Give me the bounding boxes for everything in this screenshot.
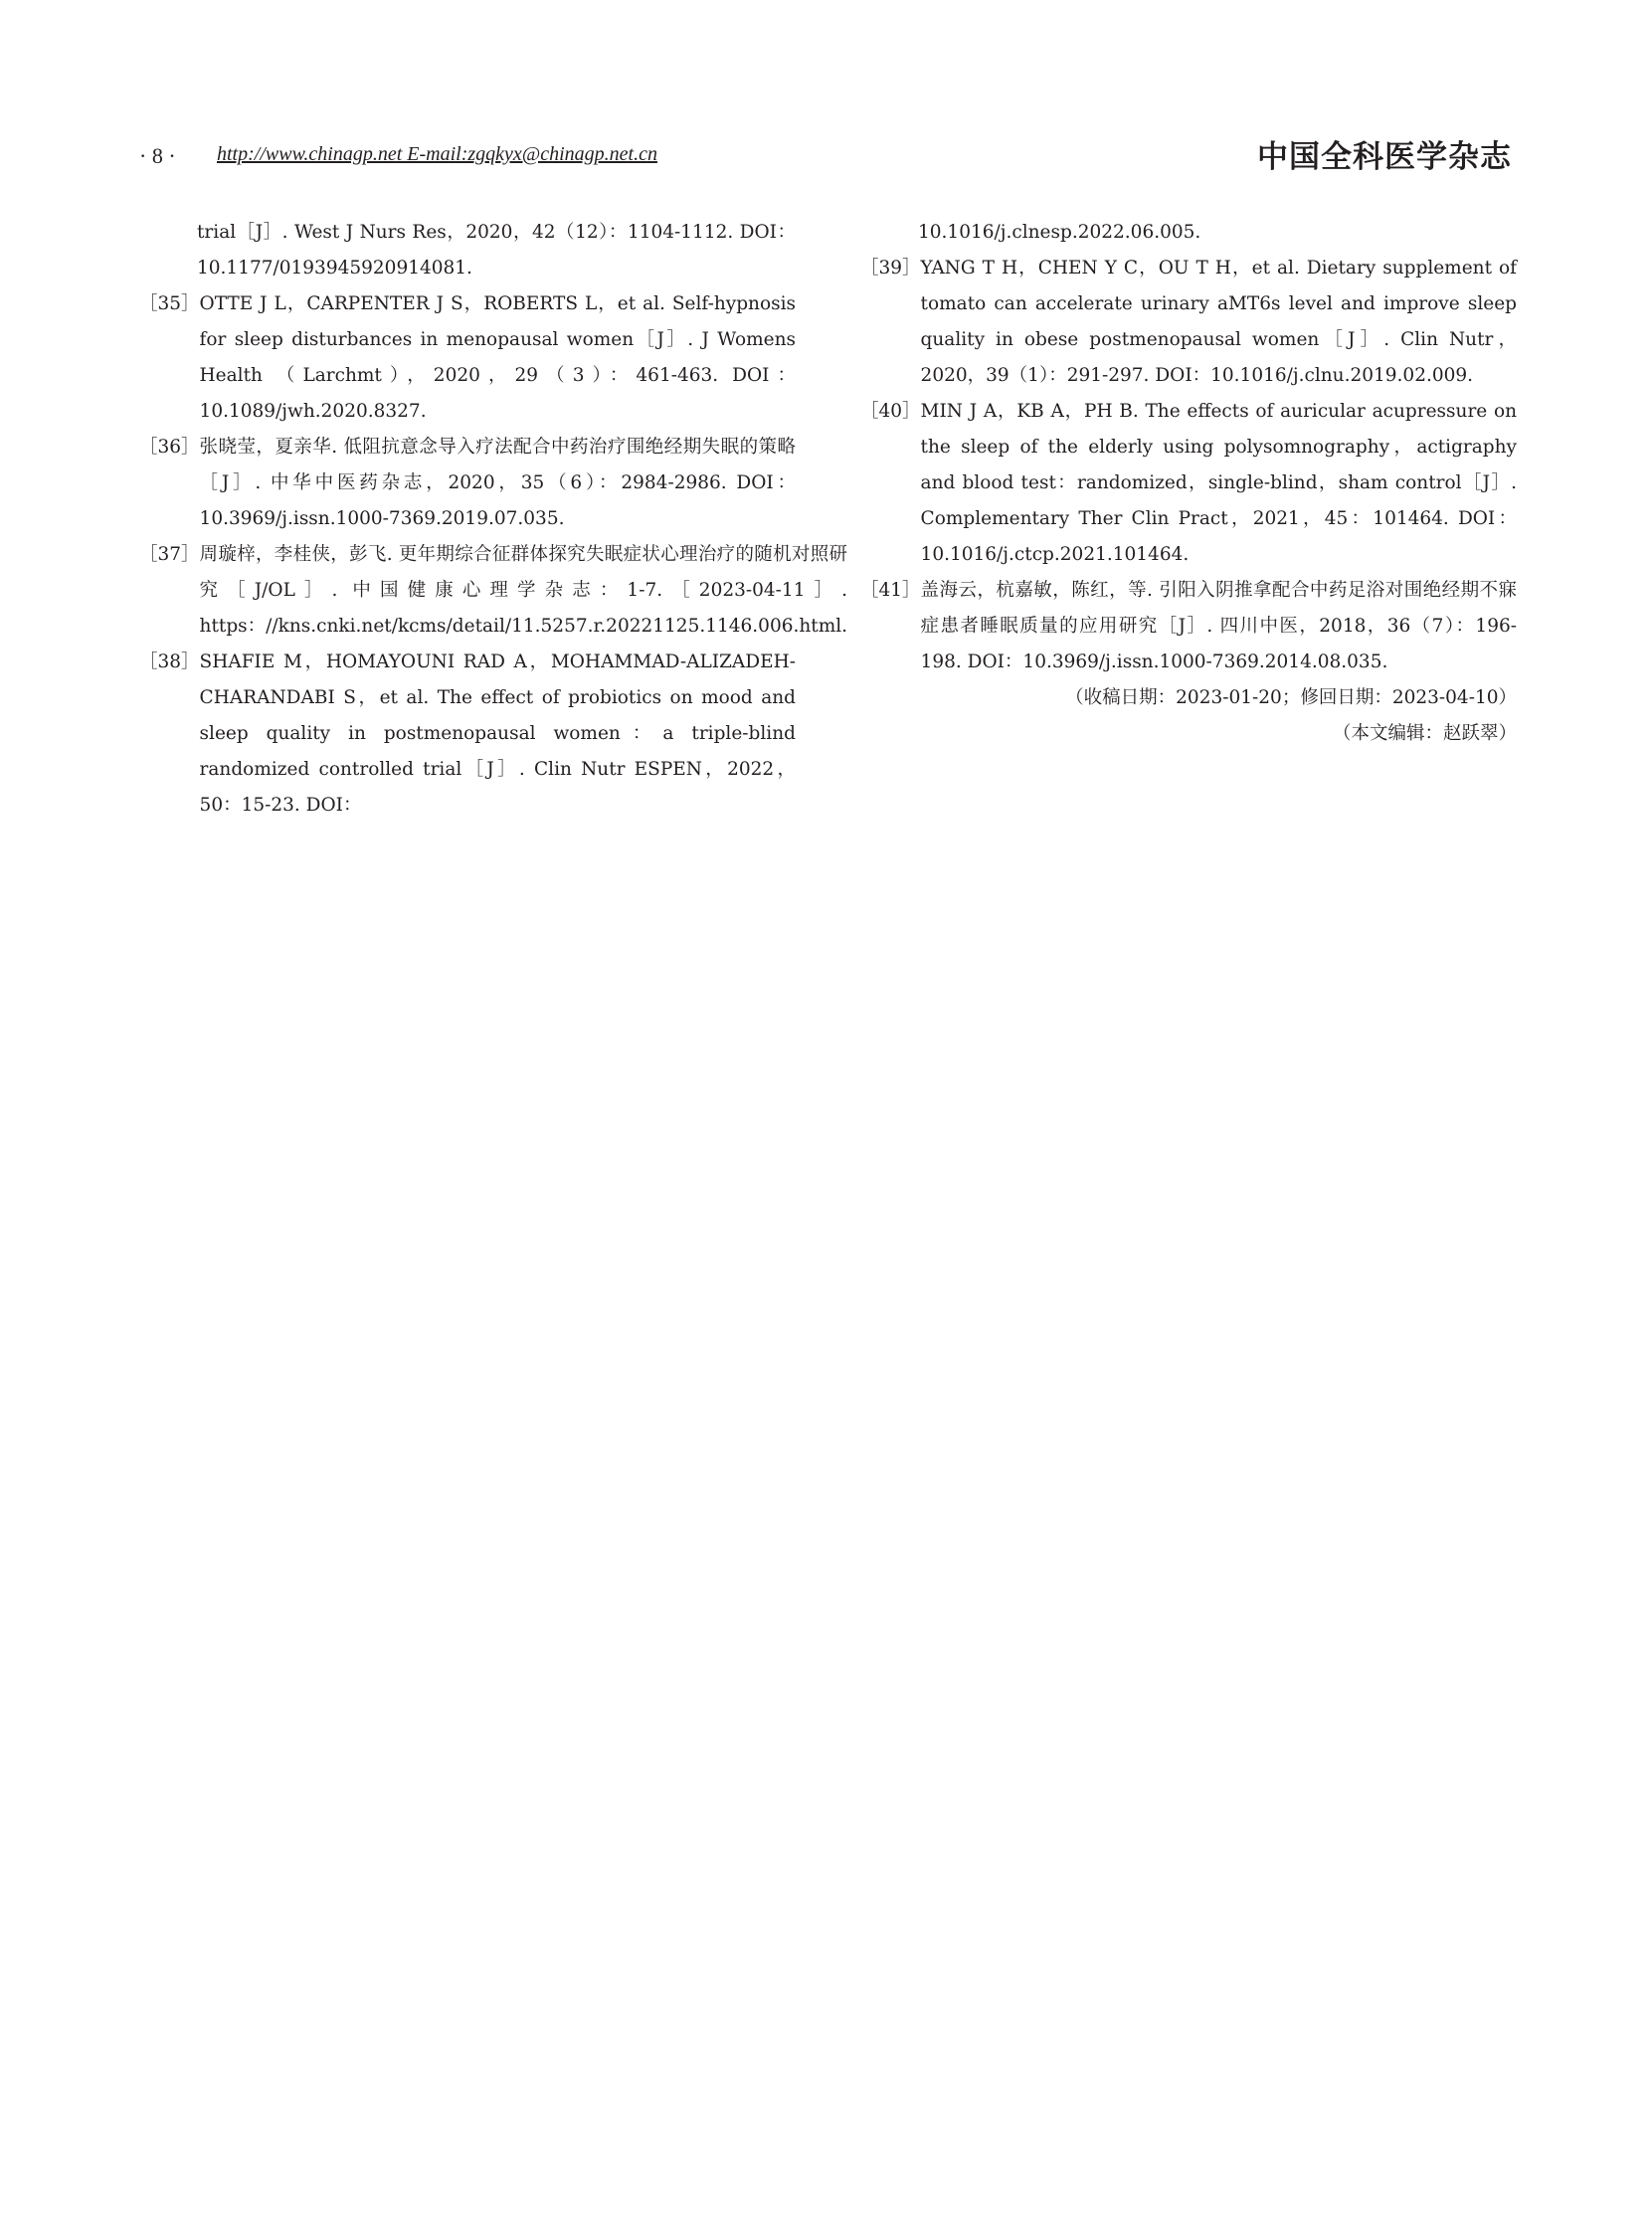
reference-number: ［41］ (860, 580, 921, 601)
reference-text: MIN J A，KB A，PH B. The effects of auricular acupressure on the sleep of the elderly using polysomnography，actigraphy and blood test：randomized，single-blind，sham control［J］. Complementary Ther Clin Pract，2021，45：101464. DOI：10.1016/j.ctcp.2021.101464. (920, 401, 1517, 565)
reference-text: SHAFIE M，HOMAYOUNI RAD A，MOHAMMAD-ALIZADEH-CHARANDABI S，et al. The effect of probiotics on mood and sleep quality in postmenopausal women：a triple-blind randomized controlled trial［J］. Clin Nutr ESPEN，2022，50：15-23. DOI： (199, 651, 796, 816)
reference-item (139, 537, 848, 645)
reference-number: ［39］ (860, 258, 921, 279)
journal-title: 中国全科医学杂志 (1257, 139, 1512, 175)
page-number: · 8 · (139, 143, 176, 168)
reference-item (860, 394, 1517, 573)
reference-text: OTTE J L，CARPENTER J S，ROBERTS L，et al. Self-hypnosis for sleep disturbances in menopausal women［J］. J Womens Health （Larchmt），2020，29（3）：461-463. DOI：10.1089/jwh.2020.8327. (199, 293, 796, 422)
reference-text: 盖海云，杭嘉敏，陈红，等. 引阳入阴推拿配合中药足浴对围绝经期不寐症患者睡眠质量的应用研究［J］. 四川中医，2018，36（7）：196-198. DOI：10.3969/j.issn.1000-7369.2014.08.035. (920, 580, 1517, 672)
reference-item (139, 286, 796, 430)
reference-number: ［38］ (139, 651, 200, 672)
reference-number: ［35］ (139, 293, 200, 314)
reference-text: 周璇梓，李桂侠，彭飞. 更年期综合征群体探究失眠症状心理治疗的随机对照研究［J/OL］. 中国健康心理学杂志：1-7.［2023-04-11］. https：//kns.cnki.net/kcms/detail/11.5257.r.20221125.1146.006.html. (199, 544, 848, 637)
reference-item (139, 645, 796, 824)
received-dates: （收稿日期：2023-01-20；修回日期：2023-04-10） (1065, 687, 1517, 708)
reference-continuation: 10.1016/j.clnesp.2022.06.005. (918, 222, 1201, 243)
reference-text: YANG T H，CHEN Y C，OU T H，et al. Dietary supplement of tomato can accelerate urinary aMT6s level and improve sleep quality in obese postmenopausal women［J］. Clin Nutr，2020，39（1）：291-297. DOI：10.1016/j.clnu.2019.02.009. (920, 258, 1517, 386)
reference-number: ［37］ (139, 544, 200, 565)
reference-text: 张晓莹，夏亲华. 低阻抗意念导入疗法配合中药治疗围绝经期失眠的策略［J］. 中华中医药杂志，2020，35（6）：2984-2986. DOI：10.3969/j.issn.1000-7369.2019.07.035. (199, 437, 796, 529)
page-header (139, 137, 1512, 177)
reference-item (860, 251, 1517, 394)
reference-item (860, 573, 1517, 680)
header-url-email[interactable]: http://www.chinagp.net E-mail:zgqkyx@chinagp.net.cn (217, 143, 657, 165)
left-column (139, 215, 848, 824)
reference-item (139, 430, 796, 537)
reference-number: ［40］ (860, 401, 921, 422)
reference-continuation: trial［J］. West J Nurs Res，2020，42（12）：1104-1112. DOI：10.1177/0193945920914081. (197, 222, 796, 279)
right-column (860, 215, 1517, 752)
editor-note: （本文编辑：赵跃翠） (1332, 723, 1517, 744)
reference-number: ［36］ (139, 437, 200, 458)
